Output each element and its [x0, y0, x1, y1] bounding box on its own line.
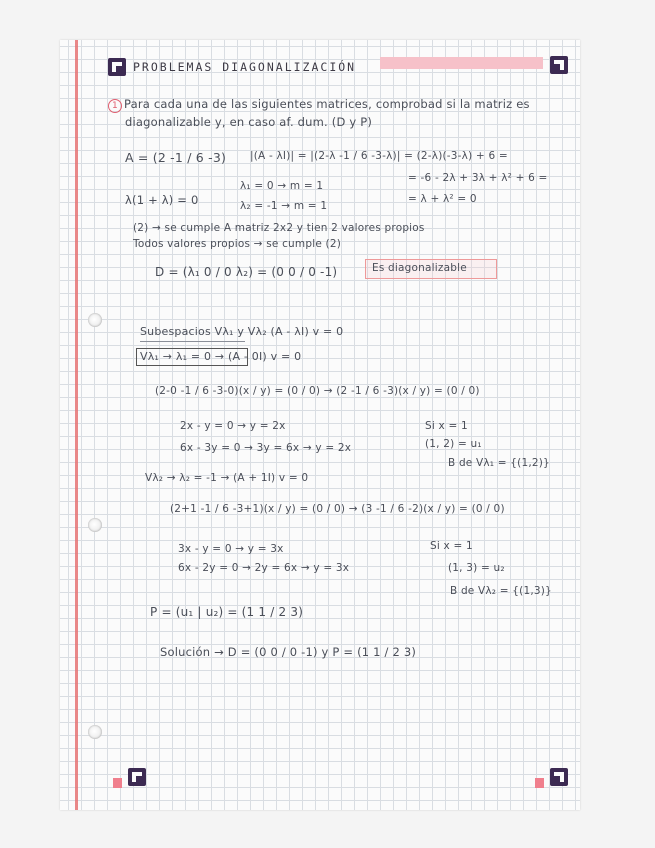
title-highlight [380, 57, 543, 69]
notebook-logo-icon [108, 58, 126, 76]
margin-line [75, 40, 78, 810]
v1-heading: Vλ₁ → λ₁ = 0 → (A - 0I) v = 0 [140, 350, 302, 363]
matrix-a: A = (2 -1 / 6 -3) [125, 150, 227, 165]
v2-basis: B de Vλ₂ = {(1,3)} [450, 585, 552, 597]
diagonalizable-result: Es diagonalizable [372, 262, 467, 274]
v1-equation-1: 2x - y = 0 → y = 2x [180, 420, 286, 432]
v1-system: (2-0 -1 / 6 -3-0)(x / y) = (0 / 0) → (2 -1 / 6 -3)(x / y) = (0 / 0) [155, 385, 480, 397]
v1-note-1: Si x = 1 [425, 420, 468, 432]
problem-line-2: diagonalizable y, en caso af. dum. (D y P) [125, 115, 373, 129]
v2-heading: Vλ₂ → λ₂ = -1 → (A + 1I) v = 0 [145, 472, 309, 484]
matrix-d: D = (λ₁ 0 / 0 λ₂) = (0 0 / 0 -1) [155, 265, 338, 279]
problem-line-1: 1 Para cada una de las siguientes matrices, comprobad si la matriz es [108, 97, 530, 113]
pink-tab [535, 778, 544, 788]
v2-equation-2: 6x - 2y = 0 → 2y = 6x → y = 3x [178, 562, 350, 574]
page-title: PROBLEMAS DIAGONALIZACIÓN [133, 60, 357, 74]
eigenvalue-2: λ₂ = -1 → m = 1 [240, 200, 328, 212]
notebook-logo-icon [550, 768, 568, 786]
v1-note-2: (1, 2) = u₁ [425, 438, 482, 450]
v1-equation-2: 6x - 3y = 0 → 3y = 6x → y = 2x [180, 442, 352, 454]
v2-note-2: (1, 3) = u₂ [448, 562, 505, 574]
determinant: |(A - λI)| = |(2-λ -1 / 6 -3-λ)| = (2-λ)(-3-λ) + 6 = [250, 150, 508, 162]
punch-hole [88, 725, 102, 739]
note-line-1: (2) → se cumple A matriz 2x2 y tien 2 valores propios [133, 222, 425, 234]
eigenvalue-1: λ₁ = 0 → m = 1 [240, 180, 324, 192]
v2-system: (2+1 -1 / 6 -3+1)(x / y) = (0 / 0) → (3 -1 / 6 -2)(x / y) = (0 / 0) [170, 503, 505, 515]
note-line-2: Todos valores propios → se cumple (2) [133, 238, 341, 250]
pink-tab [113, 778, 122, 788]
solution-line: Solución → D = (0 0 / 0 -1) y P = (1 1 / 2 3) [160, 645, 417, 659]
characteristic-equation: λ(1 + λ) = 0 [125, 193, 199, 207]
subspaces-heading: Subespacios Vλ₁ y Vλ₂ (A - λI) v = 0 [140, 325, 344, 338]
notebook-logo-icon [550, 56, 568, 74]
problem-number: 1 [108, 99, 122, 113]
punch-hole [88, 313, 102, 327]
v2-note-1: Si x = 1 [430, 540, 473, 552]
notebook-logo-icon [128, 768, 146, 786]
underline [140, 341, 245, 342]
determinant-line-3: = λ + λ² = 0 [408, 193, 477, 205]
v1-basis: B de Vλ₁ = {(1,2)} [448, 457, 550, 469]
matrix-p: P = (u₁ | u₂) = (1 1 / 2 3) [150, 605, 304, 619]
v2-equation-1: 3x - y = 0 → y = 3x [178, 543, 284, 555]
determinant-line-2: = -6 - 2λ + 3λ + λ² + 6 = [408, 172, 548, 184]
punch-hole [88, 518, 102, 532]
